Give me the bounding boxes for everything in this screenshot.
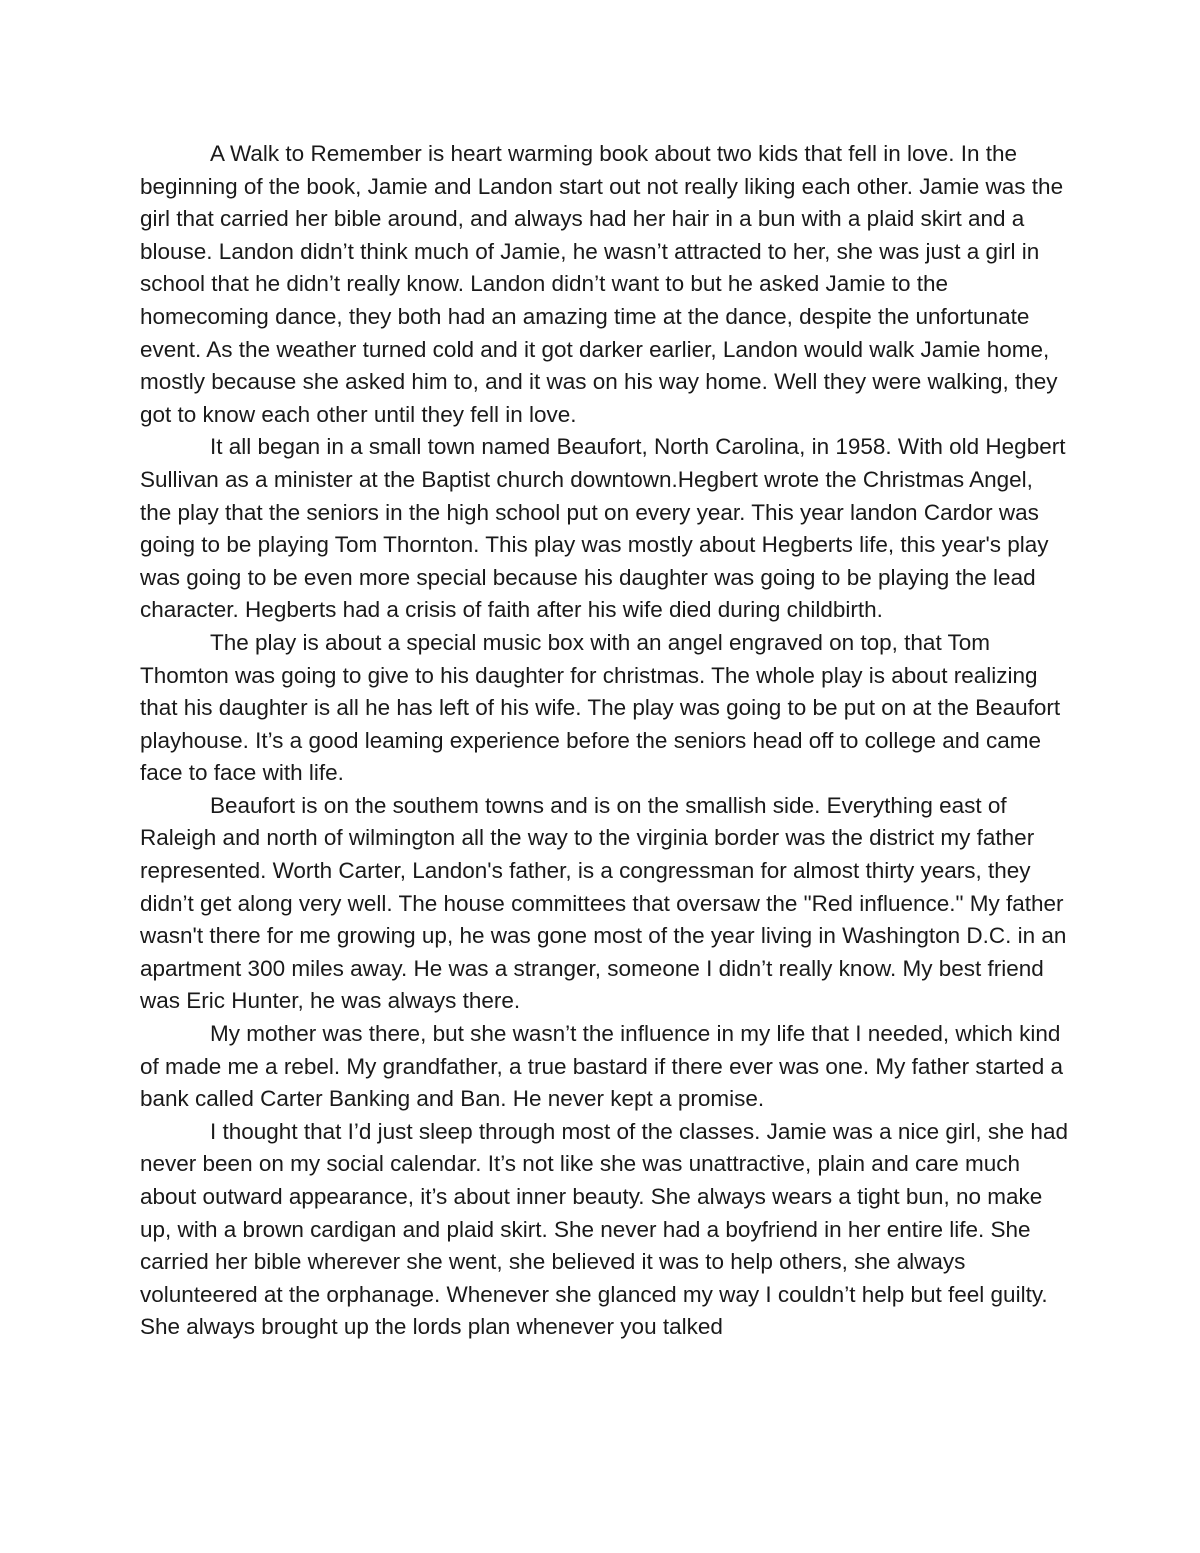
paragraph-2: It all began in a small town named Beaufort, North Carolina, in 1958. With old Hegbert Sullivan as a minister at the Baptist church downtown.Hegbert wrote the Christmas Angel, the play that the seniors in the high school put on every year. This year landon Cardor was going to be playing Tom Thornton. This play was mostly about Hegberts life, this year's play was going to be even more special because his daughter was going to be playing the lead character. Hegberts had a crisis of faith after his wife died during childbirth. [140, 434, 1066, 623]
paragraph-1: A Walk to Remember is heart warming book about two kids that fell in love. In the beginning of the book, Jamie and Landon start out not really liking each other. Jamie was the girl that carried her bible around, and always had her hair in a bun with a plaid skirt and a blouse. Landon didn’t think much of Jamie, he wasn’t attracted to her, she was just a girl in school that he didn’t really know. Landon didn’t want to but he asked Jamie to the homecoming dance, they both had an amazing time at the dance, despite the unfortunate event. As the weather turned cold and it got darker earlier, Landon would walk Jamie home, mostly because she asked him to, and it was on his way home. Well they were walking, they got to know each other until they fell in love. [140, 141, 1064, 427]
document-body [140, 138, 1070, 1344]
paragraph-3: The play is about a special music box with an angel engraved on top, that Tom Thomton was going to give to his daughter for christmas. The whole play is about realizing that his daughter is all he has left of his wife. The play was going to be put on at the Beaufort playhouse. It’s a good leaming experience before the seniors head off to college and came face to face with life. [140, 629, 1061, 786]
paragraph-5: My mother was there, but she wasn’t the influence in my life that I needed, which kind of made me a rebel. My grandfather, a true bastard if there ever was one. My father started a bank called Carter Banking and Ban. He never kept a promise. [140, 1021, 1063, 1112]
paragraph-6: I thought that I’d just sleep through most of the classes. Jamie was a nice girl, she had never been on my social calendar. It’s not like she was unattractive, plain and care much about outward appearance, it’s about inner beauty. She always wears a tight bun, no make up, with a brown cardigan and plaid skirt. She never had a boyfriend in her entire life. She carried her bible wherever she went, she believed it was to help others, she always volunteered at the orphanage. Whenever she glanced my way I couldn’t help but feel guilty. She always brought up the lords plan whenever you talked [140, 1118, 1068, 1340]
paragraph-4: Beaufort is on the southem towns and is on the smallish side. Everything east of Raleigh and north of wilmington all the way to the virginia border was the district my father represented. Worth Carter, Landon's father, is a congressman for almost thirty years, they didn’t get along very well. The house committees that oversaw the "Red influence." My father wasn't there for me growing up, he was gone most of the year living in Washington D.C. in an apartment 300 miles away. He was a stranger, someone I didn’t really know. My best friend was Eric Hunter, he was always there. [140, 792, 1067, 1014]
